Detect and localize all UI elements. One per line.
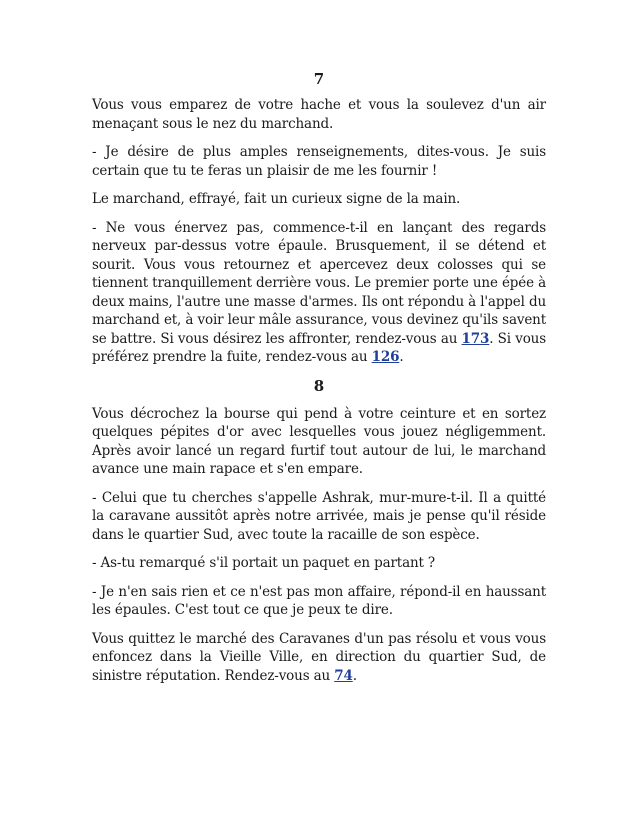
- paragraph-text: . Si vous préférez prendre la fuite, rendez-vous au: [92, 330, 546, 365]
- paragraph: - As-tu remarqué s'il portait un paquet en partant ?: [92, 555, 436, 571]
- book-page: [92, 70, 546, 695]
- paragraph-with-links: [92, 219, 546, 367]
- section-link-126[interactable]: 126: [371, 349, 400, 365]
- section-number: 8: [313, 376, 325, 395]
- paragraph-text: Vous quittez le marché des Caravanes d'un pas résolu et vous vous enfoncez dans la Vieille Ville, en direction du quartier Sud, de sinistre réputation. Rendez-vous au: [92, 630, 546, 684]
- paragraph: Vous décrochez la bourse qui pend à votre ceinture et en sortez quelques pépites d'or avec lesquelles vous jouez négligemment. Après avoir lancé un regard furtif tout autour de lui, le marchand avance une main rapace et s'en empare.: [92, 405, 546, 477]
- paragraph: - Je n'en sais rien et ce n'est pas mon affaire, répond-il en haussant les épaules. C'est tout ce que je peux te dire.: [92, 583, 546, 618]
- section-link-173[interactable]: 173: [461, 330, 490, 347]
- paragraph-with-link: [92, 630, 546, 686]
- paragraph: Le marchand, effrayé, fait un curieux signe de la main.: [92, 191, 461, 207]
- section-link-74[interactable]: 74: [334, 667, 353, 684]
- paragraph: - Je désire de plus amples renseignements, dites-vous. Je suis certain que tu te feras un plaisir de me les fournir !: [92, 144, 546, 179]
- paragraph-text: - Ne vous énervez pas, commence-t-il en lançant des regards nerveux par-dessus votre épaule. Brusquement, il se détend et sourit. Vous vous retournez et apercevez deux colosses qui se tiennent tranquillement derrière vous. Le premier porte une épée à deux mains, l'autre une masse d'armes. Ils ont répondu à l'appel du marchand et, à voir leur mâle assurance, vous devinez qu'ils savent se battre. Si vous désirez les affronter, rendez-vous au: [92, 219, 546, 347]
- paragraph: - Celui que tu cherches s'appelle Ashrak, mur-mure-t-il. Il a quitté la caravane aussitôt après notre arrivée, mais je pense qu'il réside dans le quartier Sud, avec toute la racaille de son espèce.: [92, 489, 546, 543]
- paragraph-text: .: [352, 667, 357, 684]
- section-number: 7: [313, 70, 325, 88]
- paragraph-text: .: [399, 349, 404, 365]
- paragraph: Vous vous emparez de votre hache et vous la soulevez d'un air menaçant sous le nez du marchand.: [92, 97, 546, 132]
